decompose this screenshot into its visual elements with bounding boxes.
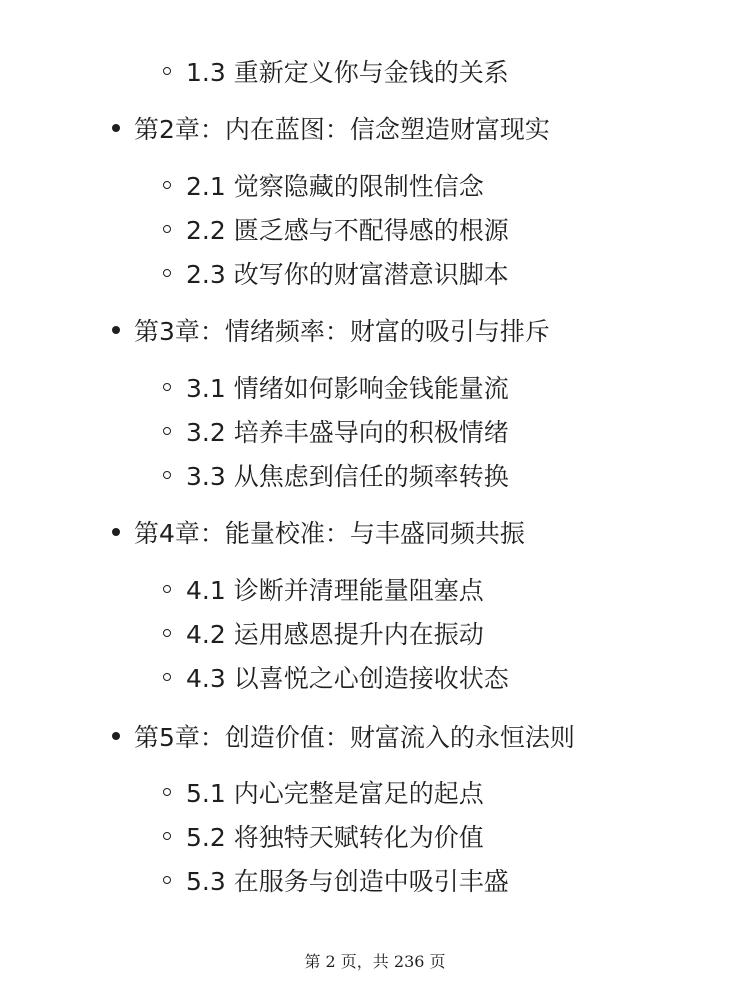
toc-chapter-label: 第2章：内在蓝图：信念塑造财富现实 <box>134 115 550 144</box>
toc-section-label: 3.2 培养丰盛导向的积极情绪 <box>186 418 509 447</box>
toc-chapter-2 <box>112 108 550 148</box>
toc-section-label: 4.3 以喜悦之心创造接收状态 <box>186 664 509 693</box>
toc-section-label: 4.1 诊断并清理能量阻塞点 <box>186 576 484 605</box>
toc-section-label: 4.2 运用感恩提升内在振动 <box>186 620 484 649</box>
circle-bullet-icon <box>163 269 171 277</box>
toc-section-1-3 <box>163 51 509 91</box>
toc-section-3-1 <box>163 367 509 407</box>
toc-section-label: 2.1 觉察隐藏的限制性信念 <box>186 172 484 201</box>
disc-bullet-icon <box>112 124 120 132</box>
toc-section-4-1 <box>163 569 484 609</box>
toc-section-label: 5.1 内心完整是富足的起点 <box>186 779 484 808</box>
toc-chapter-5 <box>112 716 575 756</box>
circle-bullet-icon <box>163 225 171 233</box>
page-number-footer: 第 2 页，共 236 页 <box>304 952 446 971</box>
toc-section-2-3 <box>163 253 509 293</box>
toc-section-label: 5.2 将独特天赋转化为价值 <box>186 823 484 852</box>
toc-chapter-label: 第4章：能量校准：与丰盛同频共振 <box>134 519 525 548</box>
circle-bullet-icon <box>163 471 171 479</box>
toc-chapter-3 <box>112 310 550 350</box>
disc-bullet-icon <box>112 732 120 740</box>
circle-bullet-icon <box>163 673 171 681</box>
circle-bullet-icon <box>163 181 171 189</box>
toc-chapter-label: 第5章：创造价值：财富流入的永恒法则 <box>134 723 575 752</box>
toc-section-2-1 <box>163 165 484 205</box>
toc-section-5-2 <box>163 816 484 856</box>
toc-chapter-4 <box>112 512 525 552</box>
toc-section-label: 3.3 从焦虑到信任的频率转换 <box>186 462 509 491</box>
toc-section-label: 2.2 匮乏感与不配得感的根源 <box>186 216 509 245</box>
circle-bullet-icon <box>163 629 171 637</box>
toc-section-label: 5.3 在服务与创造中吸引丰盛 <box>186 867 509 896</box>
circle-bullet-icon <box>163 427 171 435</box>
circle-bullet-icon <box>163 832 171 840</box>
disc-bullet-icon <box>112 326 120 334</box>
circle-bullet-icon <box>163 876 171 884</box>
toc-section-4-3 <box>163 657 509 697</box>
toc-section-3-2 <box>163 411 509 451</box>
toc-section-5-3 <box>163 860 509 900</box>
toc-section-label: 3.1 情绪如何影响金钱能量流 <box>186 374 509 403</box>
circle-bullet-icon <box>163 585 171 593</box>
circle-bullet-icon <box>163 383 171 391</box>
toc-section-label: 2.3 改写你的财富潜意识脚本 <box>186 260 509 289</box>
toc-section-2-2 <box>163 209 509 249</box>
toc-section-label: 1.3 重新定义你与金钱的关系 <box>186 58 509 87</box>
toc-section-5-1 <box>163 772 484 812</box>
circle-bullet-icon <box>163 788 171 796</box>
toc-chapter-label: 第3章：情绪频率：财富的吸引与排斥 <box>134 317 550 346</box>
toc-section-3-3 <box>163 455 509 495</box>
toc-section-4-2 <box>163 613 484 653</box>
circle-bullet-icon <box>163 67 171 75</box>
disc-bullet-icon <box>112 528 120 536</box>
